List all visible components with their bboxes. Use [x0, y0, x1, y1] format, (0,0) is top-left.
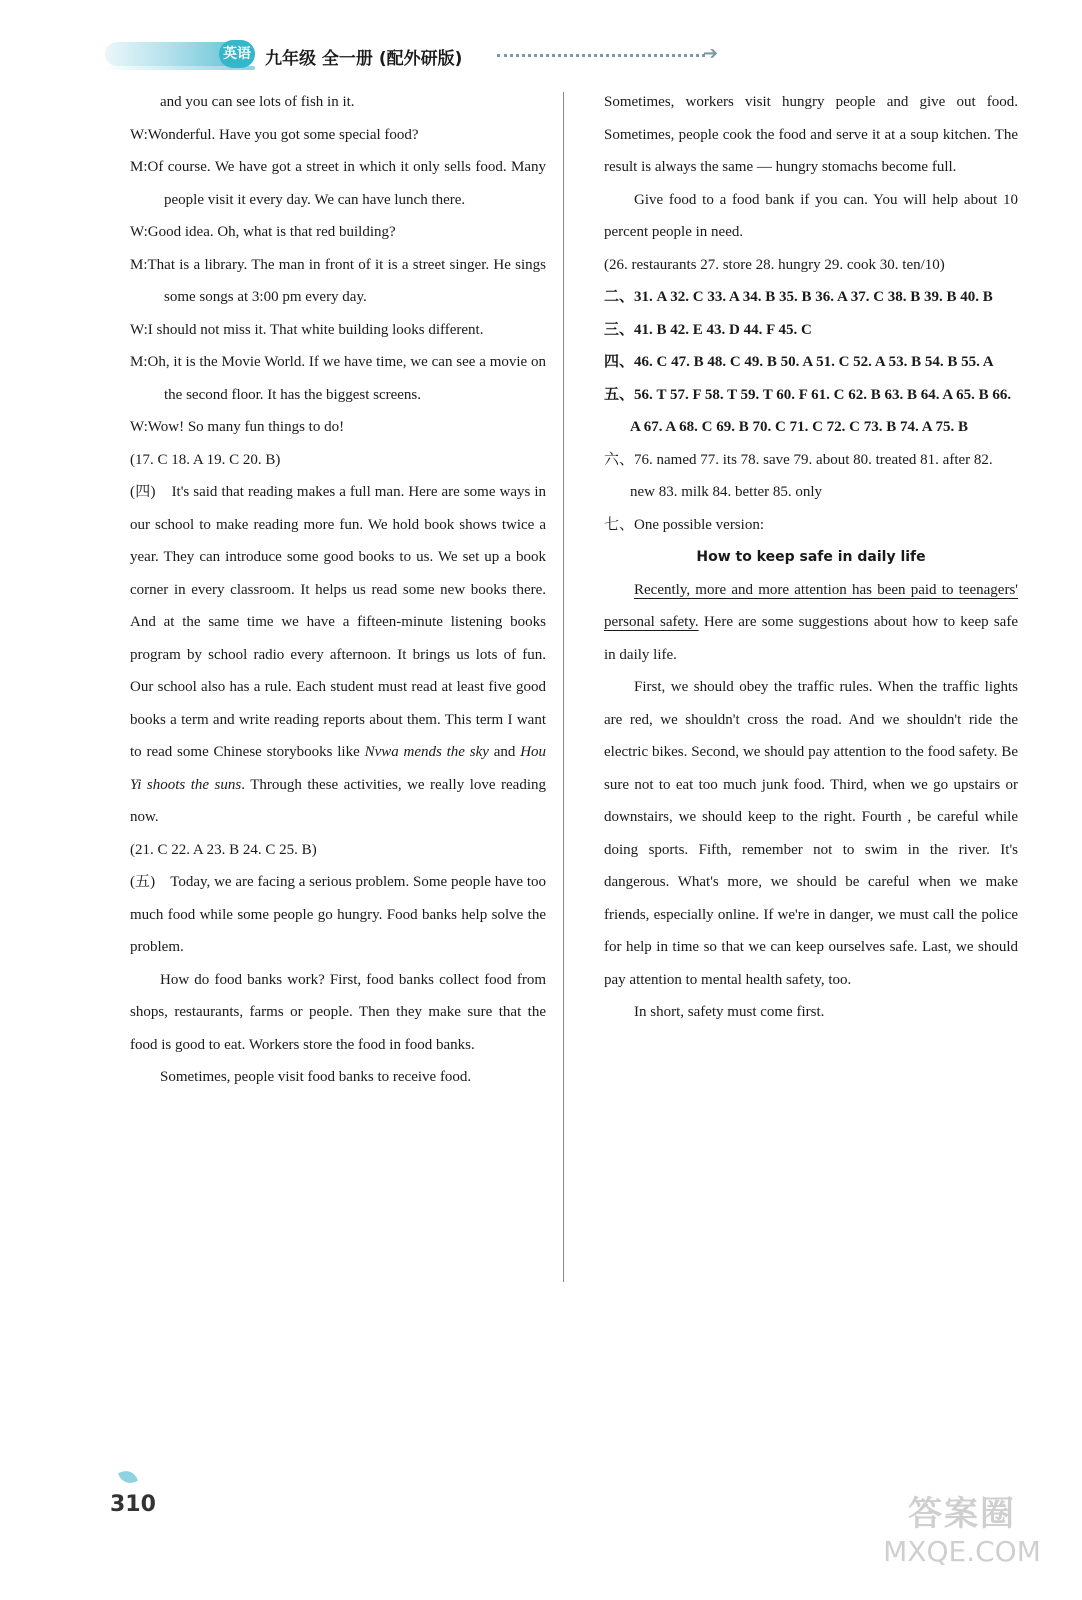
essay-paragraph: In short, safety must come first. [634, 1004, 825, 1020]
passage-4: (四) It's said that reading makes a full man. Here are some ways in our school to make reading more fun. We hold book shows twice a year. They can introduce some good books to us. We set up a book corner in every classroom. It helps us read some new books there. And at the same time we have a fifteen-minute listening books program by school radio every afternoon. It brings us lots of fun. Our school also has a rule. Each student must read at least five good books a term and write reading reports about them. This term I want to read some Chinese storybooks like Nvwa mends the sky and Hou Yi shoots the suns. Through these activities, we really love reading now. [130, 484, 547, 825]
dialogue-line: M:Oh, it is the Movie World. If we have time, we can see a movie on the second floor. It has the biggest screens. [130, 354, 546, 403]
passage-5-paragraph: Sometimes, people visit food banks to receive food. [160, 1069, 472, 1085]
book-title-nvwa: Nvwa mends the sky [364, 744, 489, 760]
essay-title: How to keep safe in daily life [696, 549, 926, 565]
dialogue-line: and you can see lots of fish in it. [160, 94, 355, 110]
header-dotted-line [497, 54, 705, 57]
dialogue-line: W:Good idea. Oh, what is that red building? [130, 224, 396, 240]
answer-key-21-25: (21. C 22. A 23. B 24. C 25. B) [130, 841, 317, 858]
leaf-icon [118, 1468, 138, 1487]
answer-key-section-2: 二、31. A 32. C 33. A 34. B 35. B 36. A 37. C 38. B 39. B 40. B [604, 289, 993, 305]
dialogue-line: W:Wow! So many fun things to do! [130, 419, 345, 435]
answer-key-17-20: (17. C 18. A 19. C 20. B) [130, 451, 281, 468]
essay-paragraph: First, we should obey the traffic rules. When the traffic lights are red, we shouldn't cross the road. And we shouldn't ride the electric bikes. Second, we should pay attention to the food safety. Be sure not to eat too much junk food. Third, when we go upstairs or downstairs, we should keep to the right. Fourth , be careful while doing sports. Fifth, remember not to swim in the river. It's dangerous. What's more, we should be careful when we make friends, especially online. If we're in danger, we must call the police for help in time so that we can keep ourselves safe. Last, we should pay attention to mental health safety, too. [604, 679, 1018, 988]
arrow-right-icon: ➔ [703, 43, 719, 64]
header-decor-bar [105, 42, 233, 66]
book-title-houyi: Hou Yi shoots the suns [130, 744, 547, 793]
watermark-logo [872, 1486, 1052, 1576]
passage-5-paragraph: Sometimes, workers visit hungry people and give out food. Sometimes, people cook the food and serve it at a soup kitchen. The result is always the same — hungry stomachs become full. [604, 94, 1018, 175]
book-title: 九年级 全一册 (配外研版) [265, 49, 463, 69]
answer-key-section-5: 五、56. T 57. F 58. T 59. T 60. F 61. C 62. B 63. B 64. A 65. B 66. A 67. A 68. C 69. B 70. C 71. C 72. C 73. B 74. A 75. B [604, 386, 1012, 435]
dialogue-line: M:That is a library. The man in front of it is a street singer. He sings some songs at 3:00 pm every day. [130, 256, 546, 305]
dialogue-line: W:I should not miss it. That white building looks different. [130, 321, 484, 338]
watermark-title: 答案圈 [908, 1494, 1016, 1534]
page-header [105, 40, 725, 80]
dialogue-line: W:Wonderful. Have you got some special food? [130, 126, 419, 143]
page-number: 310 [110, 1492, 156, 1517]
subject-badge: 英语 [219, 40, 255, 68]
passage-label: (五) [130, 874, 156, 890]
right-column [604, 86, 1018, 1029]
answer-key-section-4: 四、46. C 47. B 48. C 49. B 50. A 51. C 52. A 53. B 54. B 55. A [604, 354, 994, 370]
watermark-url: MXQE.COM [883, 1535, 1041, 1568]
left-column [130, 86, 546, 1094]
dialogue-line: M:Of course. We have got a street in which it only sells food. Many people visit it every day. We can have lunch there. [130, 159, 546, 208]
answer-key-section-7: 七、One possible version: [604, 516, 764, 533]
answer-key-section-6: 六、76. named 77. its 78. save 79. about 80. treated 81. after 82. new 83. milk 84. better 85. only [604, 451, 993, 500]
essay-paragraph: Recently, more and more attention has been paid to teenagers' personal safety. Here are some suggestions about how to keep safe in daily life. [604, 581, 1018, 663]
underlined-sentence: Recently, more and more attention has been paid to teenagers' personal safety. [604, 581, 1018, 630]
passage-label: (四) [130, 484, 156, 500]
passage-5-paragraph: (五) Today, we are facing a serious problem. Some people have too much food while some people go hungry. Food banks help solve the problem. [130, 874, 547, 955]
column-divider [563, 92, 564, 1282]
answer-key-section-3: 三、41. B 42. E 43. D 44. F 45. C [604, 321, 812, 338]
answer-key-26-30: (26. restaurants 27. store 28. hungry 29. cook 30. ten/10) [604, 256, 945, 273]
passage-5-paragraph: Give food to a food bank if you can. You will help about 10 percent people in need. [604, 191, 1018, 240]
passage-5-paragraph: How do food banks work? First, food banks collect food from shops, restaurants, farms or people. Then they make sure that the food is good to eat. Workers store the food in food banks. [130, 971, 546, 1053]
